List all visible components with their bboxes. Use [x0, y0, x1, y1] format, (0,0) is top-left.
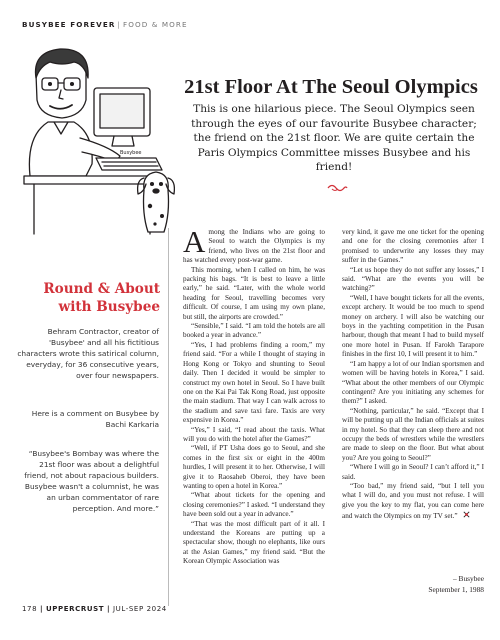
sidebar-intro: Here is a comment on Busybee by Bachi Karkaria: [31, 409, 159, 429]
flourish-ornament-icon: [326, 182, 348, 194]
magazine-name: UPPERCRUST: [46, 605, 105, 613]
body-paragraph: “What about tickets for the opening and closing ceremonies?” I asked. “I understand they have been sold out a year in advance.”: [183, 491, 325, 519]
keyboard-label: Busybee: [120, 150, 142, 156]
body-paragraph: “Sensible,” I said. “I am told the hotels are all booked a year in advance.”: [183, 322, 325, 340]
body-paragraph: “Yes,” I said, “I read about the taxis. What will you do with the hotel after the Games?”: [183, 425, 325, 443]
body-paragraph: “Let us hope they do not suffer any losses,” I said. “What are the events you will be watching?”: [342, 265, 484, 293]
body-paragraph: “Well, I have bought tickets for all the events, except archery. It would be too much to spend money on archery. I will also be watching our boys in the yachting competition in the Pusan harbour, though that meant I had to build myself one more hotel in Pusan. If Farokh Tarapore finishes in the first 10, I will present it to him.”: [342, 293, 484, 359]
body-paragraph: “I am happy a lot of our Indian sportsmen and women will be having hotels in Korea,” I said. “What about the other members of our Olympic contingent? Are you initiating any schemes for them?” I asked.: [342, 359, 484, 406]
article-column-1: [183, 224, 325, 567]
body-paragraph: very kind, it gave me one ticket for the opening and one for the closing ceremonies after I promised to underwrite any losses they may suffer in the Games.”: [342, 228, 484, 265]
article-column-2: [342, 228, 484, 522]
end-mark-icon: [462, 510, 471, 519]
body-paragraph: “Yes, I had problems finding a room,” my friend said. “For a while I thought of staying in Hong Kong or Tokyo and shunting to Seoul daily. Then I decided it would be simpler to construct my own hotel in Seoul. So I have built one on the Kai Pai Tak Kong Road, just opposite the main stadium. That way I can walk across to the stadium and save taxi fare. Taxis are very expensive in Korea.”: [183, 340, 325, 425]
page-number: 178: [22, 605, 38, 613]
lead-text: mong the Indians who are going to Seoul to watch the Olympics is my friend, who lives on the 21st floor and has watched every post-war game.: [183, 228, 325, 265]
issue-label: JUL-SEP 2024: [112, 605, 167, 613]
final-paragraph-text: “Too bad,” my friend said, “but I tell you what I will do, and you must not refuse. I will give you the key to my flat, you can come here and watch the Olympics on my TV set.”: [342, 481, 484, 521]
header-divider: |: [117, 20, 121, 29]
column-divider: [168, 228, 169, 606]
sidebar-quote: “Busybee's Bombay was where the 21st floor was about a delightful friend, not about rapacious builders. Busybee wasn't a columnist, he was an urban commentator of rare perception. And more.”: [24, 449, 159, 513]
byline-signature: – Busybee: [453, 574, 484, 583]
body-paragraph: This morning, when I called on him, he was packing his bags. “It is best to leave a little early,” he said. “Later, with the whole world heading for Seoul, travelling becomes very difficult. Of course, I am using my own plane, but still, the airports are crowded.”: [183, 265, 325, 321]
article-title: 21st Floor At The Seoul Olympics: [184, 76, 478, 98]
sidebar-title: Round & About with Busybee: [43, 281, 160, 315]
brand-label: BUSYBEE FOREVER: [22, 20, 116, 29]
lead-paragraph: [183, 224, 325, 266]
body-paragraph: “Where I will go in Seoul? I can’t afford it,” I said.: [342, 463, 484, 481]
busybee-cartoon-illustration: [10, 44, 188, 236]
body-paragraph: “That was the most difficult part of it all. I understand the Koreans are putting up a spectacular show, though no elephants, like ours at the Asian Games,” my friend said. “But the Korean Olympic Association was: [183, 519, 325, 566]
page-footer: [22, 605, 167, 613]
body-paragraph: [342, 482, 484, 522]
drop-cap: A: [183, 224, 206, 259]
footer-divider: |: [40, 605, 44, 613]
body-paragraph: “Nothing, particular,” he said. “Except that I will be putting up all the Indian officials at suites in my hotel. So that they can sleep there and not occupy the beds of wrestlers while the wrestlers are made to sleep on the floor. But what about you? Are you going to Seoul?”: [342, 406, 484, 462]
byline-date: September 1, 1988: [428, 585, 484, 594]
running-header: [22, 20, 188, 29]
footer-divider: |: [106, 605, 111, 613]
sidebar-bio: Behram Contractor, creator of 'Busybee' and all his fictitious characters wrote this satirical column, everyday, for 36 consecutive years, over four newspapers.: [17, 327, 159, 380]
article-standfirst: This is one hilarious piece. The Seoul Olympics seen through the eyes of our favourite Busybee character; the friend on the 21st floor. We are quite certain the Paris Olympics Committee misses Busybee and his friend!: [191, 103, 477, 174]
body-paragraph: “Well, if PT Usha does go to Seoul, and she comes in the first six or eight in the 400m hurdles, I will present it to her. Otherwise, I will give it to Raosaheb Oberoi, they have been wanting to open a hotel in Korea.”: [183, 444, 325, 490]
section-label: FOOD & MORE: [123, 20, 188, 29]
